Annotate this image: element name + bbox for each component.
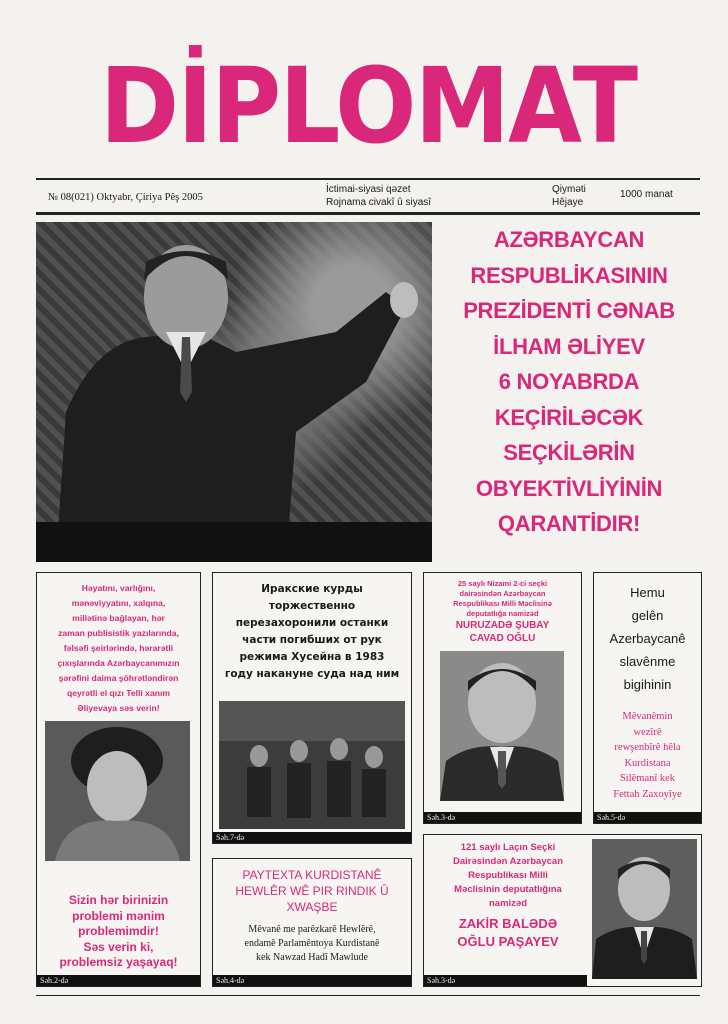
- page-reference: Səh.5-də: [594, 812, 701, 823]
- story-box-telli: [36, 572, 201, 987]
- masthead-title: DİPLOMAT: [99, 45, 637, 167]
- text-line: 25 saylı Nizami 2-ci seçki: [457, 579, 548, 588]
- candidate-photo: [592, 839, 697, 979]
- crowd-scene: [219, 701, 405, 829]
- text-line: году накануне суда над ним: [224, 668, 400, 680]
- campaign-slogan: [40, 893, 197, 971]
- text-line: millətinə bağlayan, hər: [72, 613, 165, 623]
- subtitle-line: Rojnama civakî û siyasî: [326, 197, 432, 208]
- headline-line: İLHAM ƏLİYEV: [493, 333, 645, 359]
- lead-photo: [36, 222, 432, 562]
- headline-line: OBYEKTİVLİYİNİN: [475, 475, 663, 501]
- ceremony-photo: [219, 701, 405, 829]
- text-line: перезахоронили останки: [235, 617, 389, 629]
- page-reference: Səh.2-də: [37, 975, 200, 986]
- name-line: CAVAD OĞLU: [469, 633, 536, 644]
- man-portrait: [592, 839, 697, 979]
- text-line: rewşenbîrê hêla: [614, 742, 681, 753]
- info-rule: [36, 212, 700, 215]
- text-line: wezîrê: [633, 726, 662, 738]
- candidate-name: [426, 619, 579, 645]
- story-headline: [217, 581, 407, 683]
- story-headline: [594, 581, 701, 696]
- text-line: fəlsəfi şeirlərində, hərarətli: [63, 643, 174, 653]
- text-line: namizəd: [488, 898, 527, 909]
- text-line: Fettah Zaxoyîye: [613, 788, 682, 800]
- text-line: Məclisinin deputatlığına: [454, 884, 562, 895]
- slogan-line: Sizin hər birinizin: [68, 893, 169, 907]
- masthead: [36, 20, 700, 170]
- story-headline: PAYTEXTA KURDISTANÊ HEWLÊR WÊ PIR RINDIK Û XWAŞBE: [235, 868, 389, 914]
- page-reference: Səh.3-də: [424, 975, 587, 986]
- text-line: Respublikası Milli Məclisinə: [453, 599, 552, 608]
- subtitle-line: İctimai-siyasi qəzet: [326, 184, 411, 195]
- text-line: mənəviyyatını, xalqına,: [71, 598, 166, 608]
- headline-line: 6 NOYABRDA: [498, 369, 640, 394]
- story-box-greeting: [593, 572, 702, 824]
- text-line: çıxışlarında Azərbaycanımızın: [57, 658, 180, 668]
- story-box-hewler: [212, 858, 412, 987]
- text-line: gelên: [631, 608, 664, 623]
- text-line: Mêvanê me parêzkarê Hewlêrê,: [248, 924, 376, 935]
- text-line: Kurdistana: [624, 757, 671, 769]
- text-line: 121 saylı Laçın Seçki: [460, 842, 556, 853]
- story-box-pasayev: [423, 834, 702, 987]
- name-line: OĞLU PAŞAYEV: [457, 934, 559, 949]
- paper-subtitle: [326, 183, 431, 209]
- text-line: bigihinin: [623, 677, 672, 692]
- text-line: части погибших от рук: [242, 634, 382, 646]
- candidate-intro: [428, 841, 588, 911]
- text-line: dairəsindən Azərbaycan: [459, 589, 546, 598]
- text-line: deputatlığa namizəd: [466, 609, 539, 618]
- story-body: [594, 709, 701, 802]
- text-line: qeyrətli el qızı Telli xanım: [67, 688, 170, 698]
- headline-line: KEÇİRİLƏCƏK: [494, 404, 644, 430]
- text-line: Silêmanî kek: [619, 773, 676, 784]
- story-text: [40, 581, 197, 716]
- text-line: endamê Parlamêntoya Kurdistanê: [244, 938, 380, 949]
- headline-line: AZƏRBAYCAN: [493, 227, 645, 252]
- text-line: Əliyevaya səs verin!: [77, 703, 160, 713]
- headline-line: SEÇKİLƏRİN: [503, 440, 635, 465]
- page-reference: Səh.7-də: [213, 832, 411, 843]
- page-reference: Səh.4-də: [213, 975, 411, 986]
- text-line: Respublikası Milli: [468, 870, 548, 881]
- info-bar: [36, 181, 700, 211]
- text-line: şərəfini daima şöhrətləndirən: [58, 673, 179, 683]
- text-line: Dairəsindən Azərbaycan: [453, 856, 563, 867]
- headline-line: PREZİDENTİ CƏNAB: [463, 298, 675, 323]
- text-line: kek Nawzad Hadî Mawlude: [256, 952, 368, 963]
- text-line: режима Хусейна в 1983: [239, 651, 385, 663]
- candidate-name: [428, 915, 588, 951]
- story-box-nuruzade: [423, 572, 582, 824]
- price: 1000 manat: [620, 189, 673, 200]
- lead-headline: [438, 222, 700, 542]
- story-body: [217, 923, 407, 965]
- name-line: ZAKİR BALƏDƏ: [458, 916, 558, 931]
- slogan-line: problemi mənim: [72, 908, 165, 923]
- candidate-intro: [426, 579, 579, 619]
- headline-line: QARANTİDIR!: [497, 511, 641, 536]
- bottom-rule: [36, 995, 700, 996]
- candidate-photo: [440, 651, 564, 801]
- slogan-line: problemimdir!: [78, 924, 159, 938]
- candidate-photo: [45, 721, 190, 861]
- price-label-line: Qiyməti: [552, 184, 586, 195]
- story-box-iraqi-kurds: [212, 572, 412, 844]
- text-line: slavênme: [619, 654, 676, 669]
- name-line: NURUZADƏ ŞUBAY: [455, 620, 550, 631]
- woman-portrait: [45, 721, 190, 861]
- slogan-line: problemsiz yaşayaq!: [59, 955, 178, 969]
- text-line: zaman publisistik yazılarında,: [58, 628, 179, 638]
- man-portrait: [440, 651, 564, 801]
- price-label-line: Hêjaye: [552, 197, 584, 208]
- president-figure: [36, 222, 432, 562]
- headline-line: RESPUBLİKASININ: [470, 262, 668, 288]
- page-reference: Səh.3-də: [424, 812, 581, 823]
- text-line: Иракские курды: [261, 583, 363, 595]
- price-label: [552, 183, 586, 209]
- slogan-line: Səs verin ki,: [83, 939, 154, 954]
- text-line: Hemu: [630, 585, 665, 600]
- top-rule: [36, 178, 700, 180]
- text-line: Həyatını, varlığını,: [81, 583, 156, 593]
- text-line: торжественно: [268, 600, 356, 612]
- text-line: Mêvanêmin: [622, 711, 673, 722]
- issue-info: № 08(021) Oktyabr, Çiriya Pêş 2005: [48, 192, 203, 203]
- text-line: Azerbaycanê: [609, 631, 686, 646]
